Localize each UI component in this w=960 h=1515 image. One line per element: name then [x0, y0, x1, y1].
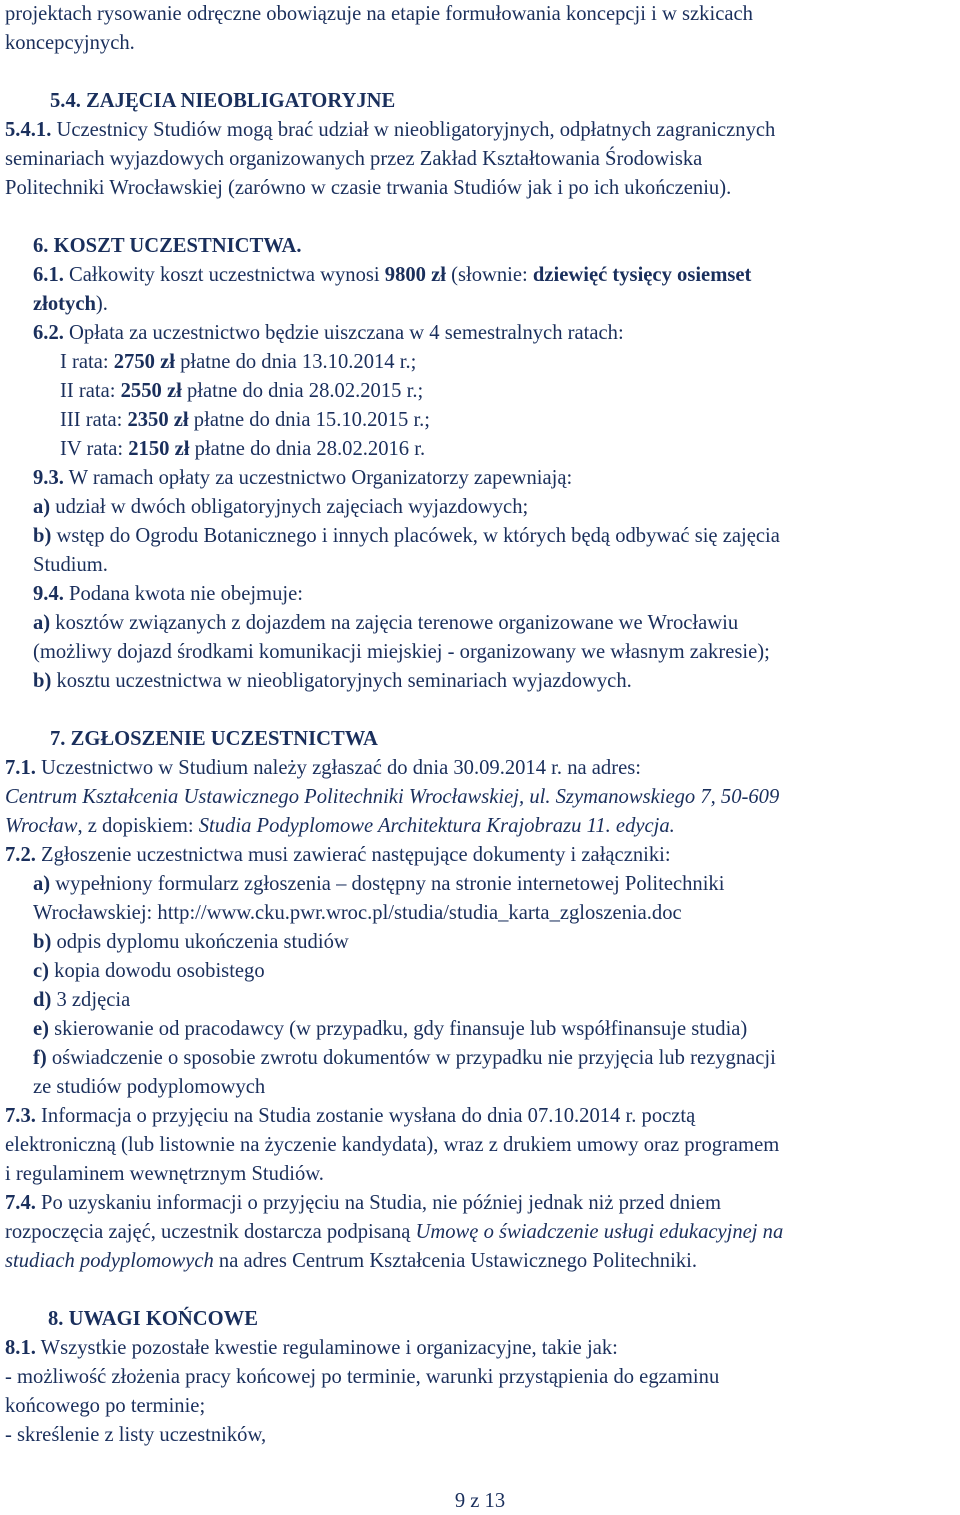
- text-line: [33, 961, 265, 982]
- text-segment: III rata:: [60, 409, 128, 431]
- text-segment: , z dopiskiem:: [77, 815, 199, 837]
- text-segment: Politechniki Wrocławskiej (zarówno w czasie trwania Studiów jak i po ich ukończeniu).: [5, 177, 732, 199]
- text-segment: - skreślenie z listy uczestników,: [5, 1424, 267, 1446]
- text-segment: 2350 zł: [127, 409, 189, 431]
- text-line: [33, 468, 572, 489]
- text-line: [5, 1338, 618, 1359]
- text-segment: Centrum Kształcenia Ustawicznego Politechniki Wrocławskiej, ul. Szymanowskiego 7, 50-609: [5, 786, 780, 808]
- text-line: [50, 729, 378, 750]
- text-line: [33, 642, 770, 663]
- text-segment: b): [33, 670, 52, 692]
- text-segment: b): [33, 931, 52, 953]
- text-segment: 7.1.: [5, 757, 36, 779]
- text-segment: Uczestnictwo w Studium należy zgłaszać do dnia 30.09.2014 r. na adres:: [35, 757, 641, 779]
- text-line: [5, 1396, 205, 1417]
- text-segment: Studium.: [33, 554, 108, 576]
- text-segment: W ramach opłaty za uczestnictwo Organizatorzy zapewniają:: [63, 467, 573, 489]
- text-line: [5, 120, 775, 141]
- text-segment: Wrocławskiej: http://www.cku.pwr.wroc.pl/studia/studia_karta_zgloszenia.doc: [33, 902, 682, 924]
- text-segment: a): [33, 612, 51, 634]
- text-line: [33, 613, 738, 634]
- text-segment: 8.1.: [5, 1337, 36, 1359]
- text-segment: 9800 zł: [384, 264, 446, 286]
- text-segment: koncepcyjnych.: [5, 32, 135, 54]
- text-segment: na adres Centrum Kształcenia Ustawicznego Politechniki.: [213, 1250, 697, 1272]
- text-segment: odpis dyplomu ukończenia studiów: [51, 931, 349, 953]
- text-line: [60, 410, 430, 431]
- text-segment: 7.2.: [5, 844, 36, 866]
- text-line: [50, 91, 395, 112]
- text-line: [5, 1222, 783, 1243]
- text-line: [5, 1367, 719, 1388]
- text-line: [33, 874, 724, 895]
- text-segment: płatne do dnia 28.02.2016 r.: [189, 438, 426, 460]
- text-segment: II rata:: [60, 380, 121, 402]
- text-segment: b): [33, 525, 52, 547]
- text-line: [33, 236, 302, 257]
- text-segment: udział w dwóch obligatoryjnych zajęciach wyjazdowych;: [50, 496, 529, 518]
- text-line: [5, 1425, 266, 1446]
- text-segment: końcowego po terminie;: [5, 1395, 206, 1417]
- text-segment: 7.3.: [5, 1105, 36, 1127]
- text-segment: 7. ZGŁOSZENIE UCZESTNICTWA: [50, 728, 378, 750]
- text-line: [33, 1048, 776, 1069]
- text-segment: Zgłoszenie uczestnictwa musi zawierać następujące dokumenty i załączniki:: [35, 844, 671, 866]
- text-segment: rozpoczęcia zajęć, uczestnik dostarcza podpisaną: [5, 1221, 416, 1243]
- text-line: [33, 584, 303, 605]
- text-line: [5, 1193, 721, 1214]
- text-segment: kosztów związanych z dojazdem na zajęcia terenowe organizowane we Wrocławiu: [50, 612, 739, 634]
- text-segment: 2150 zł: [128, 438, 190, 460]
- text-segment: I rata:: [60, 351, 114, 373]
- text-line: [33, 990, 130, 1011]
- text-segment: płatne do dnia 13.10.2014 r.;: [174, 351, 417, 373]
- text-segment: płatne do dnia 28.02.2015 r.;: [181, 380, 424, 402]
- text-line: [5, 1164, 324, 1185]
- text-line: [33, 323, 624, 344]
- text-segment: seminariach wyjazdowych organizowanych przez Zakład Kształtowania Środowiska: [5, 148, 703, 170]
- text-line: [33, 526, 780, 547]
- text-segment: kosztu uczestnictwa w nieobligatoryjnych seminariach wyjazdowych.: [51, 670, 632, 692]
- text-line: [5, 787, 779, 808]
- text-line: [33, 671, 632, 692]
- text-segment: dziewięć tysięcy osiemset: [532, 264, 752, 286]
- text-line: [5, 816, 675, 837]
- text-segment: 6.1.: [33, 264, 64, 286]
- text-segment: 9.4.: [33, 583, 64, 605]
- text-segment: 3 zdjęcia: [51, 989, 131, 1011]
- text-segment: złotych: [33, 293, 96, 315]
- text-line: [33, 265, 751, 286]
- text-segment: 5.4. ZAJĘCIA NIEOBLIGATORYJNE: [50, 90, 396, 112]
- text-segment: f): [33, 1047, 47, 1069]
- text-segment: a): [33, 873, 51, 895]
- text-segment: Uczestnicy Studiów mogą brać udział w nieobligatoryjnych, odpłatnych zagranicznych: [51, 119, 776, 141]
- text-segment: 6. KOSZT UCZESTNICTWA.: [33, 235, 302, 257]
- text-segment: a): [33, 496, 51, 518]
- text-line: [5, 4, 753, 25]
- text-line: [33, 1077, 265, 1098]
- text-segment: wypełniony formularz zgłoszenia – dostępny na stronie internetowej Politechniki: [50, 873, 725, 895]
- text-segment: Po uzyskaniu informacji o przyjęciu na Studia, nie później jednak niż przed dniem: [35, 1192, 722, 1214]
- text-segment: projektach rysowanie odręczne obowiązuje na etapie formułowania koncepcji i w szkicach: [5, 3, 753, 25]
- text-segment: 7.4.: [5, 1192, 36, 1214]
- text-segment: Opłata za uczestnictwo będzie uiszczana w 4 semestralnych ratach:: [63, 322, 624, 344]
- text-line: [5, 1251, 697, 1272]
- text-segment: oświadczenie o sposobie zwrotu dokumentów w przypadku nie przyjęcia lub rezygnacji: [46, 1047, 776, 1069]
- text-segment: 6.2.: [33, 322, 64, 344]
- text-segment: 9.3.: [33, 467, 64, 489]
- text-segment: IV rata:: [60, 438, 129, 460]
- text-line: [33, 932, 349, 953]
- text-segment: Umowę o świadczenie usługi edukacyjnej na: [415, 1221, 784, 1243]
- text-line: [5, 845, 671, 866]
- text-line: [5, 1135, 779, 1156]
- text-segment: e): [33, 1018, 49, 1040]
- text-segment: Wrocław: [5, 815, 78, 837]
- text-segment: - możliwość złożenia pracy końcowej po terminie, warunki przystąpienia do egzaminu: [5, 1366, 720, 1388]
- text-line: [48, 1309, 258, 1330]
- text-line: [5, 1106, 695, 1127]
- text-segment: wstęp do Ogrodu Botanicznego i innych placówek, w których będą odbywać się zajęcia: [51, 525, 780, 547]
- page-number: 9 z 13: [454, 1490, 506, 1512]
- text-line: [5, 33, 135, 54]
- text-segment: skierowanie od pracodawcy (w przypadku, gdy finansuje lub współfinansuje studia): [49, 1018, 748, 1040]
- text-line: [33, 903, 682, 924]
- text-segment: Podana kwota nie obejmuje:: [63, 583, 303, 605]
- text-line: [33, 1019, 747, 1040]
- text-segment: i regulaminem wewnętrznym Studiów.: [5, 1163, 324, 1185]
- text-segment: 2750 zł: [113, 351, 175, 373]
- text-segment: kopia dowodu osobistego: [49, 960, 265, 982]
- text-line: [5, 758, 641, 779]
- text-segment: c): [33, 960, 49, 982]
- text-line: [60, 381, 423, 402]
- text-segment: (możliwy dojazd środkami komunikacji miejskiej - organizowany we własnym zakresie);: [33, 641, 770, 663]
- text-line: [33, 497, 528, 518]
- text-line: [33, 294, 108, 315]
- text-segment: studiach podyplomowych: [5, 1250, 214, 1272]
- text-line: [60, 352, 416, 373]
- text-line: [5, 178, 731, 199]
- text-segment: 2550 zł: [120, 380, 182, 402]
- text-line: [60, 439, 425, 460]
- text-segment: Wszystkie pozostałe kwestie regulaminowe i organizacyjne, takie jak:: [35, 1337, 618, 1359]
- text-line: [5, 149, 702, 170]
- text-segment: Informacja o przyjęciu na Studia zostanie wysłana do dnia 07.10.2014 r. pocztą: [35, 1105, 696, 1127]
- text-segment: elektroniczną (lub listownie na życzenie kandydata), wraz z drukiem umowy oraz programem: [5, 1134, 780, 1156]
- text-segment: d): [33, 989, 52, 1011]
- text-segment: 5.4.1.: [5, 119, 52, 141]
- text-segment: (słownie:: [445, 264, 533, 286]
- text-segment: ze studiów podyplomowych: [33, 1076, 266, 1098]
- text-segment: Całkowity koszt uczestnictwa wynosi: [63, 264, 385, 286]
- text-segment: płatne do dnia 15.10.2015 r.;: [188, 409, 431, 431]
- text-segment: Studia Podyplomowe Architektura Krajobrazu 11. edycja.: [198, 815, 675, 837]
- text-segment: 8. UWAGI KOŃCOWE: [48, 1308, 258, 1330]
- text-segment: ).: [95, 293, 108, 315]
- text-line: [33, 555, 108, 576]
